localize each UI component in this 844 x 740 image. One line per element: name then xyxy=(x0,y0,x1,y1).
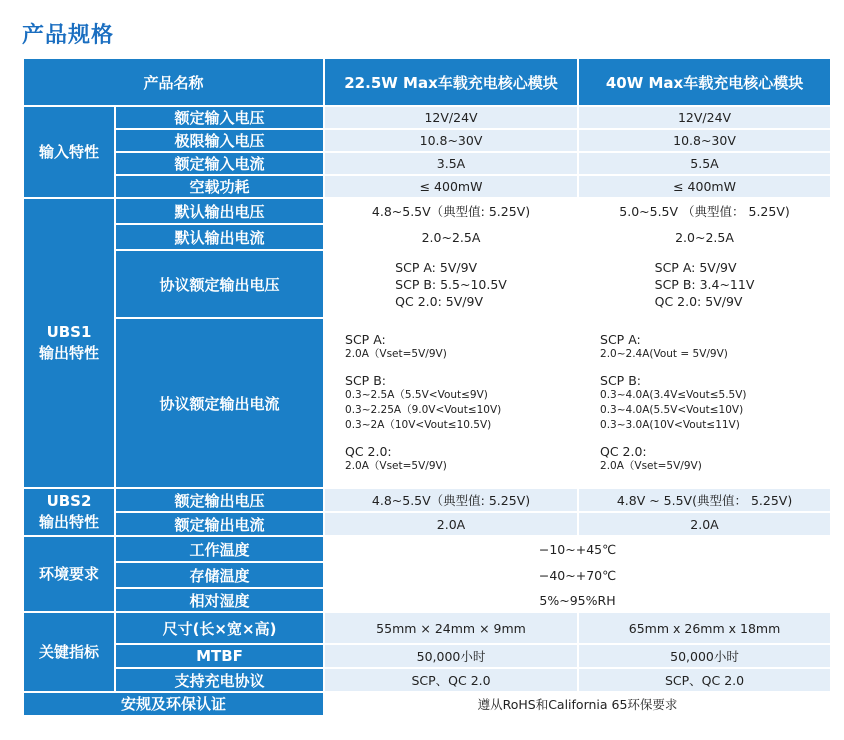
table-row xyxy=(23,106,831,129)
group-ubs1-line2: 输出特性 xyxy=(38,344,99,362)
cell-value: 10.8~30V xyxy=(578,129,831,152)
text-line: SCP A: 5V/9V xyxy=(395,259,478,275)
cell-value: 4.8~5.5V（典型值: 5.25V) xyxy=(324,488,578,512)
group-ubs1-line1: UBS1 xyxy=(46,323,92,341)
text-line: SCP B: xyxy=(345,373,386,388)
text-line: 0.3~4.0A(3.4V≤Vout≤5.5V) xyxy=(600,389,747,401)
cell-value: −40~+70℃ xyxy=(324,562,831,588)
row-label: 尺寸(长×宽×高) xyxy=(115,612,324,644)
header-col-22w: 22.5W Max车载充电核心模块 xyxy=(324,58,578,106)
table-row xyxy=(23,692,831,716)
text-line: 0.3~2A（10V<Vout≤10.5V) xyxy=(345,419,492,431)
text-line: QC 2.0: 5V/9V xyxy=(395,293,483,309)
group-safety: 安规及环保认证 xyxy=(23,692,324,716)
cell-value: 2.0A xyxy=(324,512,578,536)
row-label: 额定输出电流 xyxy=(115,512,324,536)
table-row xyxy=(23,175,831,198)
text-line: SCP B: xyxy=(600,373,641,388)
group-ubs2 xyxy=(23,488,115,536)
text-line: 0.3~2.5A（5.5V<Vout≤9V) xyxy=(345,389,488,401)
table-row xyxy=(23,129,831,152)
spec-table xyxy=(22,57,832,717)
cell-value: 5%~95%RH xyxy=(324,588,831,612)
table-row xyxy=(23,250,831,318)
row-label: 默认输出电流 xyxy=(115,224,324,250)
table-row xyxy=(23,644,831,668)
page-title: 产品规格 xyxy=(22,23,115,48)
cell-value: 50,000小时 xyxy=(324,644,578,668)
row-label: 工作温度 xyxy=(115,536,324,562)
row-label: 额定输出电压 xyxy=(115,488,324,512)
text-line: SCP B: 5.5~10.5V xyxy=(395,276,507,292)
row-label: 存储温度 xyxy=(115,562,324,588)
row-label: 协议额定输出电压 xyxy=(115,250,324,318)
cell-value: 2.0~2.5A xyxy=(324,224,578,250)
row-label: 相对湿度 xyxy=(115,588,324,612)
group-ubs1 xyxy=(23,198,115,488)
table-row xyxy=(23,198,831,224)
table-row xyxy=(23,224,831,250)
table-row xyxy=(23,536,831,562)
group-env: 环境要求 xyxy=(23,536,115,612)
cell-value: SCP、QC 2.0 xyxy=(324,668,578,692)
group-key: 关键指标 xyxy=(23,612,115,692)
cell-value: 10.8~30V xyxy=(324,129,578,152)
row-label: 默认输出电压 xyxy=(115,198,324,224)
table-row xyxy=(23,512,831,536)
text-line: 2.0A（Vset=5V/9V) xyxy=(600,460,702,472)
text-line: QC 2.0: xyxy=(600,444,647,459)
table-header-row xyxy=(23,58,831,106)
cell-value: 5.5A xyxy=(578,152,831,175)
table-row xyxy=(23,562,831,588)
header-col-40w: 40W Max车载充电核心模块 xyxy=(578,58,831,106)
cell-value: 4.8~5.5V（典型值: 5.25V) xyxy=(324,198,578,224)
text-line: 0.3~3.0A(10V<Vout≤11V) xyxy=(600,419,740,431)
cell-value: 50,000小时 xyxy=(578,644,831,668)
text-line: 2.0A（Vset=5V/9V) xyxy=(345,348,447,360)
text-line: 0.3~2.25A（9.0V<Vout≤10V) xyxy=(345,404,502,416)
text-line: 2.0~2.4A(Vout = 5V/9V) xyxy=(600,348,728,360)
header-name-label: 产品名称 xyxy=(23,58,324,106)
cell-value: ≤ 400mW xyxy=(578,175,831,198)
cell-value xyxy=(578,318,831,488)
text-line: 0.3~4.0A(5.5V<Vout≤10V) xyxy=(600,404,744,416)
row-label: MTBF xyxy=(115,644,324,668)
cell-value: SCP、QC 2.0 xyxy=(578,668,831,692)
text-line: SCP A: 5V/9V xyxy=(654,259,737,275)
cell-value: ≤ 400mW xyxy=(324,175,578,198)
cell-value: 3.5A xyxy=(324,152,578,175)
cell-value: 5.0~5.5V （典型值： 5.25V) xyxy=(578,198,831,224)
group-ubs2-line1: UBS2 xyxy=(46,492,92,510)
text-line: QC 2.0: xyxy=(345,444,392,459)
cell-value: 65mm x 26mm x 18mm xyxy=(578,612,831,644)
text-line: SCP A: xyxy=(345,332,386,347)
table-row xyxy=(23,588,831,612)
cell-value: 2.0A xyxy=(578,512,831,536)
cell-value xyxy=(324,250,578,318)
row-label: 极限输入电压 xyxy=(115,129,324,152)
cell-value xyxy=(324,318,578,488)
table-row xyxy=(23,612,831,644)
cell-value: 55mm × 24mm × 9mm xyxy=(324,612,578,644)
group-ubs2-line2: 输出特性 xyxy=(38,513,99,531)
table-row xyxy=(23,488,831,512)
table-row xyxy=(23,318,831,488)
row-label: 额定输入电压 xyxy=(115,106,324,129)
cell-value: 遵从RoHS和California 65环保要求 xyxy=(324,692,831,716)
text-line: 2.0A（Vset=5V/9V) xyxy=(345,460,447,472)
row-label: 协议额定输出电流 xyxy=(115,318,324,488)
group-input: 输入特性 xyxy=(23,106,115,198)
text-line: SCP B: 3.4~11V xyxy=(654,276,755,292)
cell-value: 4.8V ~ 5.5V(典型值： 5.25V) xyxy=(578,488,831,512)
row-label: 支持充电协议 xyxy=(115,668,324,692)
cell-value: −10~+45℃ xyxy=(324,536,831,562)
text-line: SCP A: xyxy=(600,332,641,347)
cell-value: 12V/24V xyxy=(324,106,578,129)
row-label: 额定输入电流 xyxy=(115,152,324,175)
cell-value: 12V/24V xyxy=(578,106,831,129)
row-label: 空载功耗 xyxy=(115,175,324,198)
cell-value xyxy=(578,250,831,318)
table-row xyxy=(23,152,831,175)
text-line: QC 2.0: 5V/9V xyxy=(654,293,743,309)
cell-value: 2.0~2.5A xyxy=(578,224,831,250)
table-row xyxy=(23,668,831,692)
